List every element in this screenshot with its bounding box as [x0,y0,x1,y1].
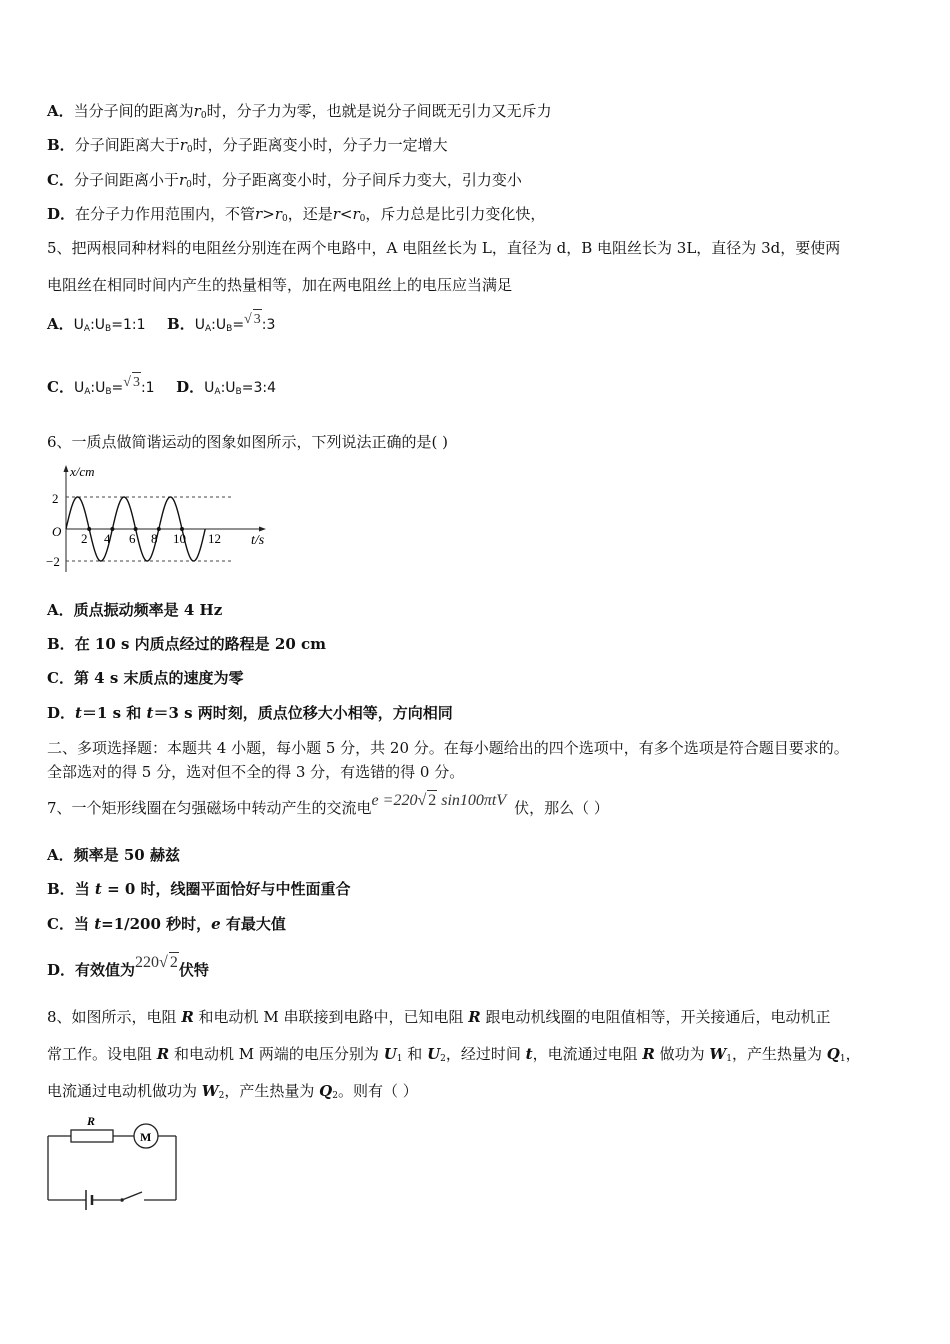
q7-stem-text: 7、一个矩形线圈在匀强磁场中转动产生的交流电 [47,799,372,817]
q8-stem-line1: 8、如图所示，电阻 R 和电动机 M 串联接到电路中，已知电阻 R 跟电动机线圈的电阻值相等，开关接通后，电动机正 [47,1008,831,1026]
x-tick-2: 2 [81,531,88,546]
q7-stem-tail: 伏，那么（ ） [514,799,609,817]
origin-label: O [52,524,62,539]
q5-option-b-text: $U_A:U_B=√$ 3:3 [195,317,276,333]
option-text: 分子间距离大于 [74,136,180,154]
q6-option-a: A．质点振动频率是 4 Hz [47,601,223,619]
subscript: 0 [359,214,366,224]
q7-option-d: D．有效值为220√ 2伏特 [47,954,209,979]
subscript: 0 [281,214,288,224]
option-text: ，还是 [287,205,333,223]
option-text: ，斥力总是比引力变化快， [365,205,546,223]
q7-formula: e =220√ 2 sin100πtV [371,792,507,809]
q4-option-c [47,170,522,190]
option-text: 时，分子距离变小时，分子力一定增大 [192,136,448,154]
circuit-diagram [44,1110,184,1216]
q7-option-c: C．当 t=1/200 秒时，e 有最大值 [47,915,286,933]
x-tick-8: 8 [151,531,158,546]
y-axis-label: x/cm [70,464,95,479]
var-r: r [352,205,360,223]
option-text: 分子间距离小于 [73,171,179,189]
option-label: D． [47,205,76,223]
var-r: r [332,205,340,223]
switch-blade [122,1192,142,1200]
q5-options-cd [47,377,276,399]
q7-option-a: A．频率是 50 赫兹 [47,846,180,864]
resistor-symbol [71,1130,113,1142]
option-label: A． [47,315,74,333]
option-text: 时，分子力为零，也就是说分子间既无引力又无斥力 [206,102,552,120]
section2-heading-line2: 全部选对的得 5 分，选对但不全的得 3 分，有选错的得 0 分。 [47,763,465,781]
symbol: < [339,205,353,223]
option-label: D． [176,378,205,396]
q5-option-a-text: $U_A:U_B=1:1$ [73,317,146,334]
symbol: > [262,205,275,223]
var-r: r [193,102,201,120]
section2-heading-line1: 二、多项选择题：本题共 4 小题，每小题 5 分，共 20 分。在每小题给出的四个选项中，有多个选项是符合题目要求的。 [47,739,849,757]
option-text: 在分子力作用范围内，不管 [75,205,256,223]
q6-option-c: C．第 4 s 末质点的速度为零 [47,669,244,687]
var-r: r [255,205,263,223]
x-tick-6: 6 [129,531,136,546]
resistor-label: R [87,1114,96,1128]
option-text: 当分子间的距离为 [73,102,194,120]
var-r: r [179,136,187,154]
var-r: r [274,205,282,223]
y-tick-neg2: −2 [46,554,60,569]
option-label: A． [47,102,74,120]
q5-stem-line2: 电阻丝在相同时间内产生的热量相等，加在两电阻丝上的电压应当满足 [47,276,513,294]
q7-stem [47,792,609,819]
subscript: 0 [200,111,207,121]
q6-stem: 6、一质点做简谐运动的图象如图所示，下列说法正确的是( ) [47,433,449,451]
shm-graph [44,462,274,574]
x-axis-label: t/s [251,533,265,548]
x-axis-arrow [259,527,266,532]
q8-stem-line3: 电流通过电动机做功为 $W_2$，产生热量为 $Q_2$。则有（ ） [47,1082,418,1101]
option-label: B． [167,315,195,333]
x-tick-10: 10 [173,531,186,546]
x-tick-4: 4 [104,531,111,546]
y-axis-arrow [64,465,69,472]
zero-crossing-dot [110,527,114,531]
q4-option-b [47,135,448,155]
q6-option-b: B．在 10 s 内质点经过的路程是 20 cm [47,635,326,653]
y-tick-2: 2 [52,491,59,506]
q5-options-ab [47,314,275,336]
q5-option-d-text: $U_A:U_B=3:4$ [204,380,276,397]
q8-stem-line2: 常工作。设电阻 R 和电动机 M 两端的电压分别为 $U_1$ 和 $U_2$，经过时间 t，电流通过电阻 R 做功为 $W_1$，产生热量为 $Q_1$， [47,1045,861,1064]
option-label: C． [47,378,74,396]
q7-option-b: B．当 t = 0 时，线圈平面恰好与中性面重合 [47,880,351,898]
zero-crossing-dot [87,527,91,531]
q5-stem-line1: 5、把两根同种材料的电阻丝分别连在两个电路中，A 电阻丝长为 L，直径为 d，B 电阻丝长为 3L，直径为 3d，要使两 [47,239,841,257]
q6-option-d: D．t＝1 s 和 t＝3 s 两时刻，质点位移大小相等，方向相同 [47,704,453,722]
q7-d-value: 220√ 2 [135,954,178,971]
q4-option-a [47,101,552,121]
motor-label: M [140,1130,152,1144]
var-r: r [178,171,187,189]
subscript: 0 [186,180,192,190]
x-tick-12: 12 [208,531,221,546]
sqrt-symbol: √ 3 [244,309,262,330]
option-text: 时，分子距离变小时，分子间斥力变大，引力变小 [191,171,522,189]
option-label: C． [47,171,74,189]
subscript: 0 [186,145,193,155]
q5-option-c-text: $U_A:U_B=√$ 3:1 [74,380,155,396]
sqrt-symbol: √ 3 [123,372,141,393]
option-label: B． [47,136,75,154]
q4-option-d [47,204,545,224]
